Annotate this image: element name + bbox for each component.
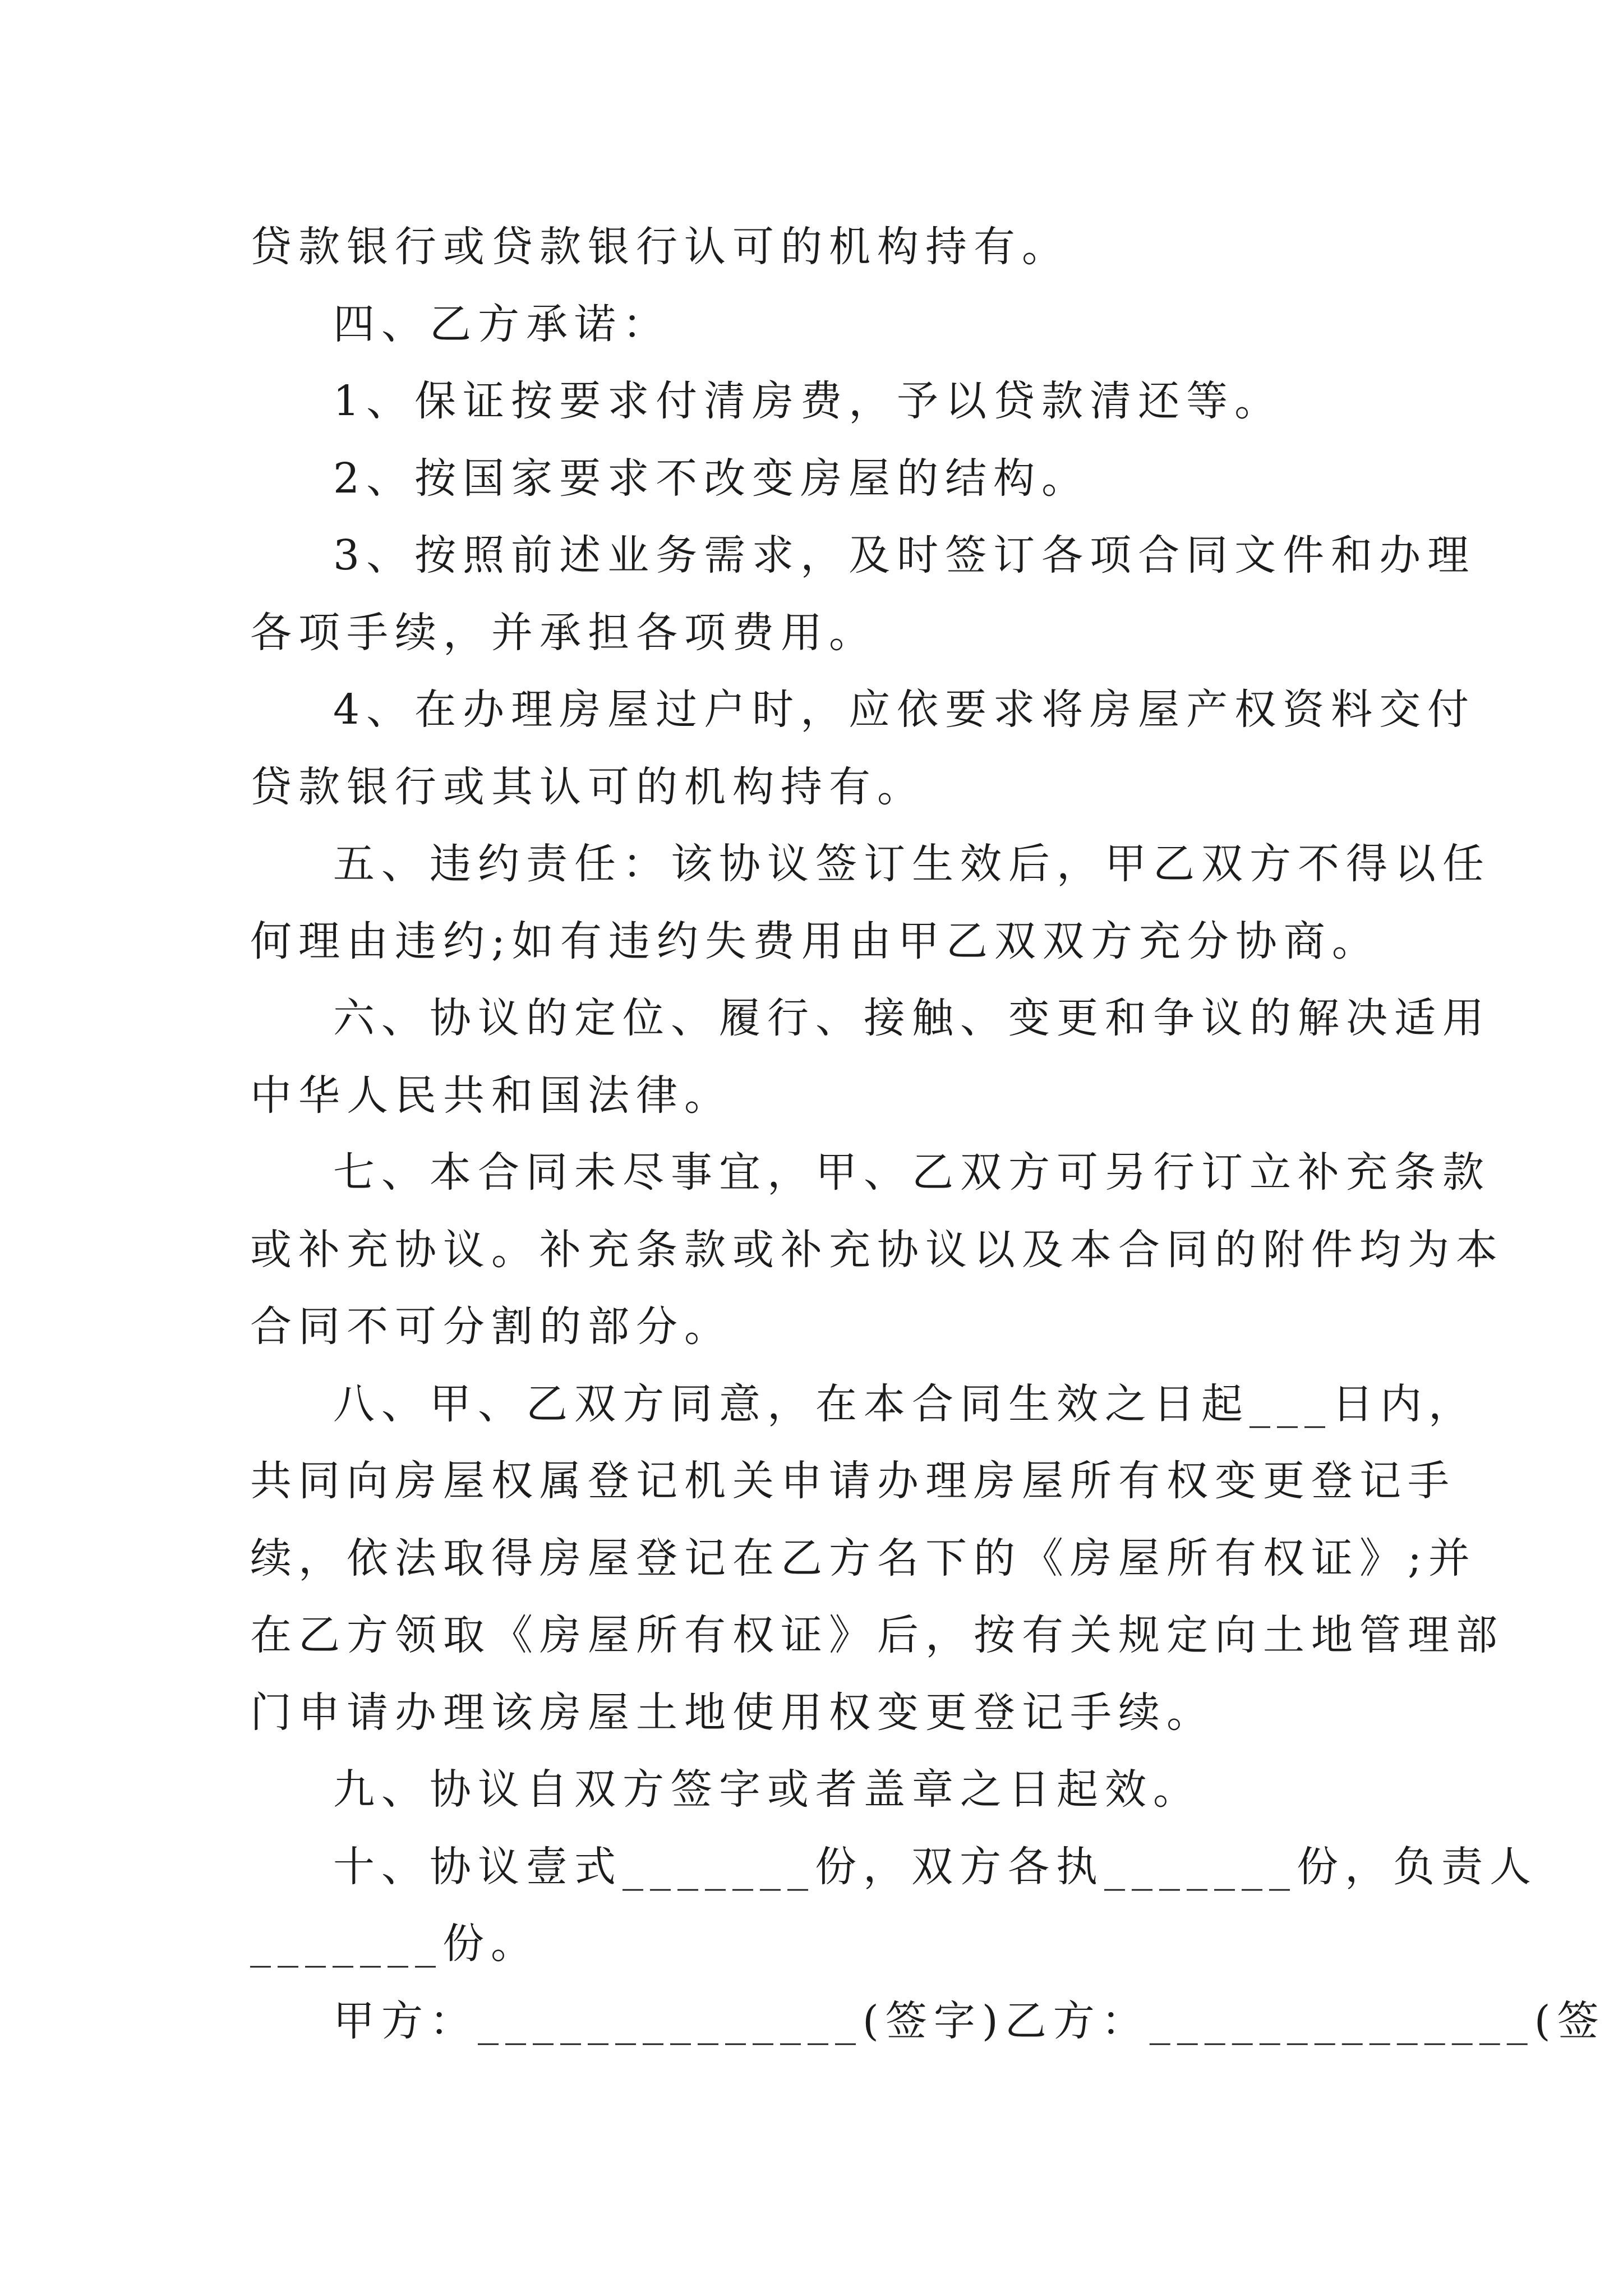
signature-line: 甲方：______________(签字)乙方：______________(签 bbox=[333, 1996, 1606, 2045]
text-line: 4、在办理房屋过户时，应依要求将房屋产权资料交付 bbox=[333, 685, 1476, 734]
section-8-line: 八、甲、乙双方同意，在本合同生效之日起___日内， bbox=[333, 1379, 1477, 1428]
text-line: 3、按照前述业务需求，及时签订各项合同文件和办理 bbox=[333, 531, 1476, 579]
text-line: 门申请办理该房屋土地使用权变更登记手续。 bbox=[250, 1688, 1215, 1737]
section-7-line: 七、本合同未尽事宜，甲、乙双方可另行订立补充条款 bbox=[333, 1148, 1491, 1197]
text-line: 2、按国家要求不改变房屋的结构。 bbox=[333, 454, 1090, 503]
text-line: _______份。 bbox=[250, 1920, 539, 1968]
text-line: 共同向房屋权属登记机关申请办理房屋所有权变更登记手 bbox=[250, 1457, 1456, 1505]
text-line: 1、保证按要求付清房费，予以贷款清还等。 bbox=[333, 377, 1283, 425]
section-6-line: 六、协议的定位、履行、接触、变更和争议的解决适用 bbox=[333, 994, 1491, 1042]
text-line: 何理由违约;如有违约失费用由甲乙双双方充分协商。 bbox=[250, 917, 1380, 965]
section-9-line: 九、协议自双方签字或者盖章之日起效。 bbox=[333, 1765, 1201, 1814]
text-line: 或补充协议。补充条款或补充协议以及本合同的附件均为本 bbox=[250, 1225, 1504, 1274]
section-5-line: 五、违约责任：该协议签订生效后，甲乙双方不得以任 bbox=[333, 840, 1491, 888]
text-line: 续，依法取得房屋登记在乙方名下的《房屋所有权证》;并 bbox=[250, 1534, 1477, 1582]
section-heading-4: 四、乙方承诺： bbox=[333, 300, 671, 348]
text-line: 合同不可分割的部分。 bbox=[250, 1303, 732, 1351]
text-line: 中华人民共和国法律。 bbox=[250, 1071, 732, 1120]
text-line: 各项手续，并承担各项费用。 bbox=[250, 608, 877, 657]
section-10-line: 十、协议壹式_______份，双方各执_______份，负责人 bbox=[333, 1842, 1538, 1891]
text-line: 贷款银行或其认可的机构持有。 bbox=[250, 762, 925, 811]
text-line: 贷款银行或贷款银行认可的机构持有。 bbox=[250, 223, 1070, 271]
text-line: 在乙方领取《房屋所有权证》后，按有关规定向土地管理部 bbox=[250, 1611, 1504, 1659]
document-page bbox=[250, 209, 1606, 2060]
